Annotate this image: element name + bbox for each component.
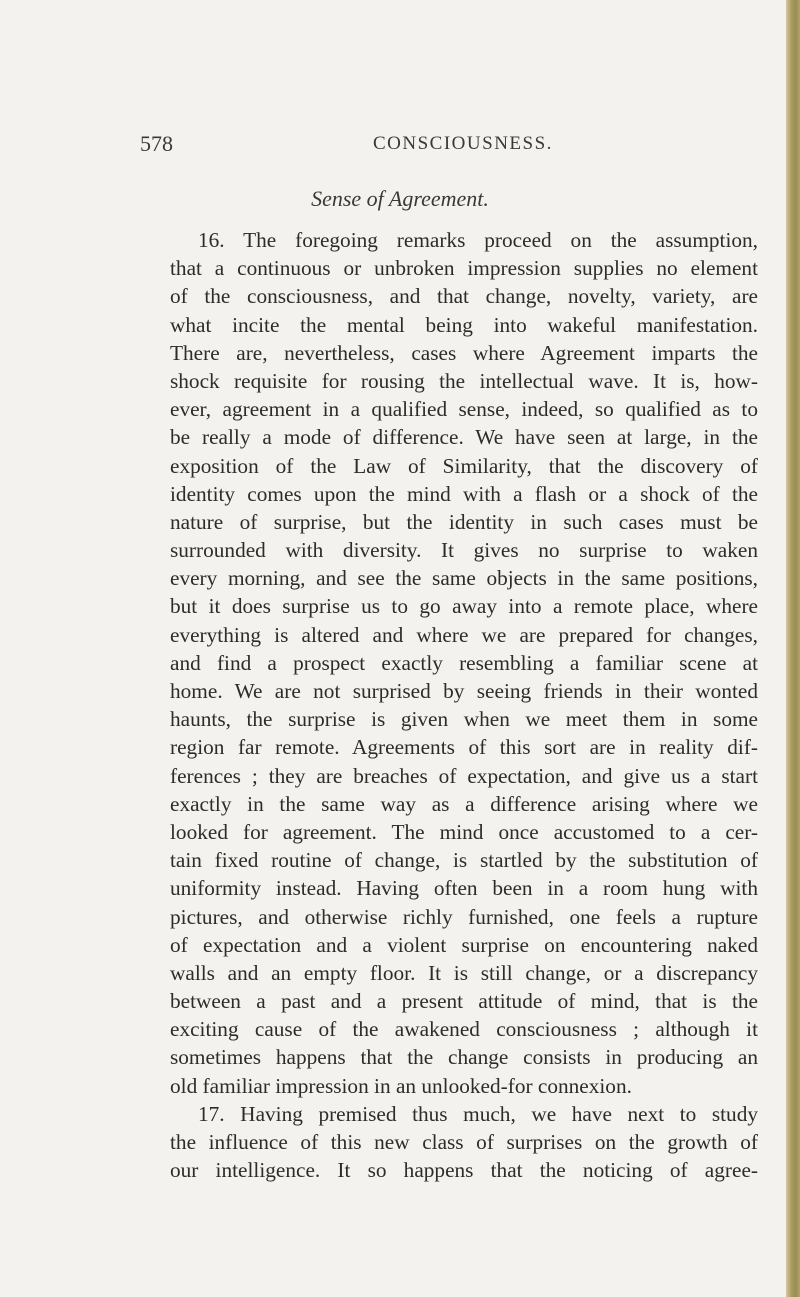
text-line: every morning, and see the same objects in the same positions, <box>170 566 758 591</box>
text-line: walls and an empty floor. It is still change, or a discrepancy <box>170 960 758 985</box>
text-line: 16. The foregoing remarks proceed on the assumption, <box>198 228 758 252</box>
text-line: sometimes happens that the change consists in producing an <box>170 1045 758 1070</box>
text-line: region far remote. Agreements of this sort are in reality dif- <box>170 735 758 760</box>
page-number: 578 <box>140 131 173 156</box>
section-heading: Sense of Agreement. <box>311 186 489 211</box>
text-line: of the consciousness, and that change, novelty, variety, are <box>170 284 758 309</box>
text-line: of expectation and a violent surprise on encountering naked <box>170 932 758 957</box>
text-line: exciting cause of the awakened consciousness ; although it <box>170 1017 758 1042</box>
text-line: ever, agreement in a qualified sense, indeed, so qualified as to <box>170 397 758 422</box>
text-line: that a continuous or unbroken impression supplies no element <box>170 256 758 281</box>
text-line: haunts, the surprise is given when we meet them in some <box>170 707 758 732</box>
text-line: home. We are not surprised by seeing friends in their wonted <box>170 679 758 703</box>
body-text <box>170 226 758 1184</box>
text-line: be really a mode of difference. We have seen at large, in the <box>170 425 758 450</box>
text-line: and find a prospect exactly resembling a familiar scene at <box>170 650 758 675</box>
text-line: our intelligence. It so happens that the noticing of agree- <box>170 1158 758 1183</box>
text-line: shock requisite for rousing the intellectual wave. It is, how- <box>170 368 758 393</box>
text-line: what incite the mental being into wakeful manifestation. <box>170 312 758 337</box>
text-line: identity comes upon the mind with a flash or a shock of the <box>170 481 758 506</box>
running-head <box>140 131 780 159</box>
text-line: surrounded with diversity. It gives no surprise to waken <box>170 538 758 563</box>
text-line: pictures, and otherwise richly furnished, one feels a rupture <box>170 904 758 929</box>
text-line: everything is altered and where we are prepared for changes, <box>170 622 758 647</box>
text-line: exactly in the same way as a difference arising where we <box>170 791 758 816</box>
text-line: tain fixed routine of change, is startled by the substitution of <box>170 848 758 873</box>
text-line: looked for agreement. The mind once accustomed to a cer- <box>170 819 758 844</box>
text-line: old familiar impression in an unlooked-for connexion. <box>170 1073 632 1098</box>
text-line: There are, nevertheless, cases where Agreement imparts the <box>170 340 758 365</box>
text-line: between a past and a present attitude of mind, that is the <box>170 989 758 1014</box>
page-edge-binding <box>786 0 800 1297</box>
text-line: 17. Having premised thus much, we have next to study <box>198 1101 758 1126</box>
text-line: the influence of this new class of surprises on the growth of <box>170 1130 758 1154</box>
text-line: uniformity instead. Having often been in a room hung with <box>170 876 758 901</box>
text-line: nature of surprise, but the identity in such cases must be <box>170 509 758 534</box>
text-line: exposition of the Law of Similarity, that the discovery of <box>170 453 758 478</box>
text-line: ferences ; they are breaches of expectation, and give us a start <box>170 763 758 788</box>
running-title: CONSCIOUSNESS. <box>373 133 553 154</box>
text-line: but it does surprise us to go away into a remote place, where <box>170 594 758 619</box>
